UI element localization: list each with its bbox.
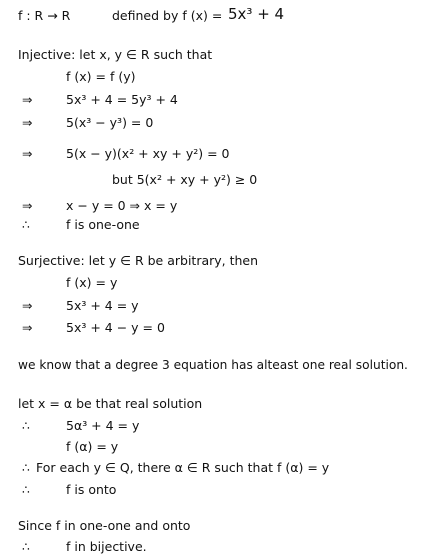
alpha-intro: let x = α be that real solution xyxy=(18,396,203,411)
implies-symbol: ⇒ xyxy=(22,298,33,313)
therefore-symbol: ∴ xyxy=(22,418,30,433)
injective-intro: Injective: let x, y ∈ R such that xyxy=(18,47,213,62)
bijective-conclusion: f in bijective. xyxy=(66,539,147,554)
degree-note: we know that a degree 3 equation has alteast one real solution. xyxy=(18,358,408,372)
implies-symbol: ⇒ xyxy=(22,92,33,107)
implies-symbol: ⇒ xyxy=(22,115,33,130)
surjective-step-2: 5x³ + 4 = y xyxy=(66,298,139,313)
map-statement: f : R → R xyxy=(18,8,71,23)
alpha-step-3: For each y ∈ Q, there α ∈ R such that f (α) = y xyxy=(36,460,330,475)
injective-step-4: 5(x − y)(x² + xy + y²) = 0 xyxy=(66,146,230,161)
injective-step-2: 5x³ + 4 = 5y³ + 4 xyxy=(66,92,178,107)
implies-symbol: ⇒ xyxy=(22,320,33,335)
alpha-step-2: f (α) = y xyxy=(66,439,119,454)
implies-symbol: ⇒ xyxy=(22,146,33,161)
function-formula: 5x³ + 4 xyxy=(228,5,285,23)
injective-step-6: x − y = 0 ⇒ x = y xyxy=(66,198,178,213)
surjective-intro: Surjective: let y ∈ R be arbitrary, then xyxy=(18,253,259,268)
injective-step-5: but 5(x² + xy + y²) ≥ 0 xyxy=(112,172,258,187)
surjective-step-1: f (x) = y xyxy=(66,275,118,290)
therefore-symbol: ∴ xyxy=(22,217,30,232)
injective-conclusion: f is one-one xyxy=(66,217,140,232)
defined-by-label: defined by f (x) = xyxy=(112,8,223,23)
therefore-symbol: ∴ xyxy=(22,460,30,475)
alpha-step-1: 5α³ + 4 = y xyxy=(66,418,140,433)
injective-step-1: f (x) = f (y) xyxy=(66,69,136,84)
implies-symbol: ⇒ xyxy=(22,198,33,213)
final-intro: Since f in one-one and onto xyxy=(18,518,191,533)
onto-conclusion: f is onto xyxy=(66,482,117,497)
therefore-symbol: ∴ xyxy=(22,539,30,554)
injective-step-3: 5(x³ − y³) = 0 xyxy=(66,115,154,130)
therefore-symbol: ∴ xyxy=(22,482,30,497)
surjective-step-3: 5x³ + 4 − y = 0 xyxy=(66,320,165,335)
